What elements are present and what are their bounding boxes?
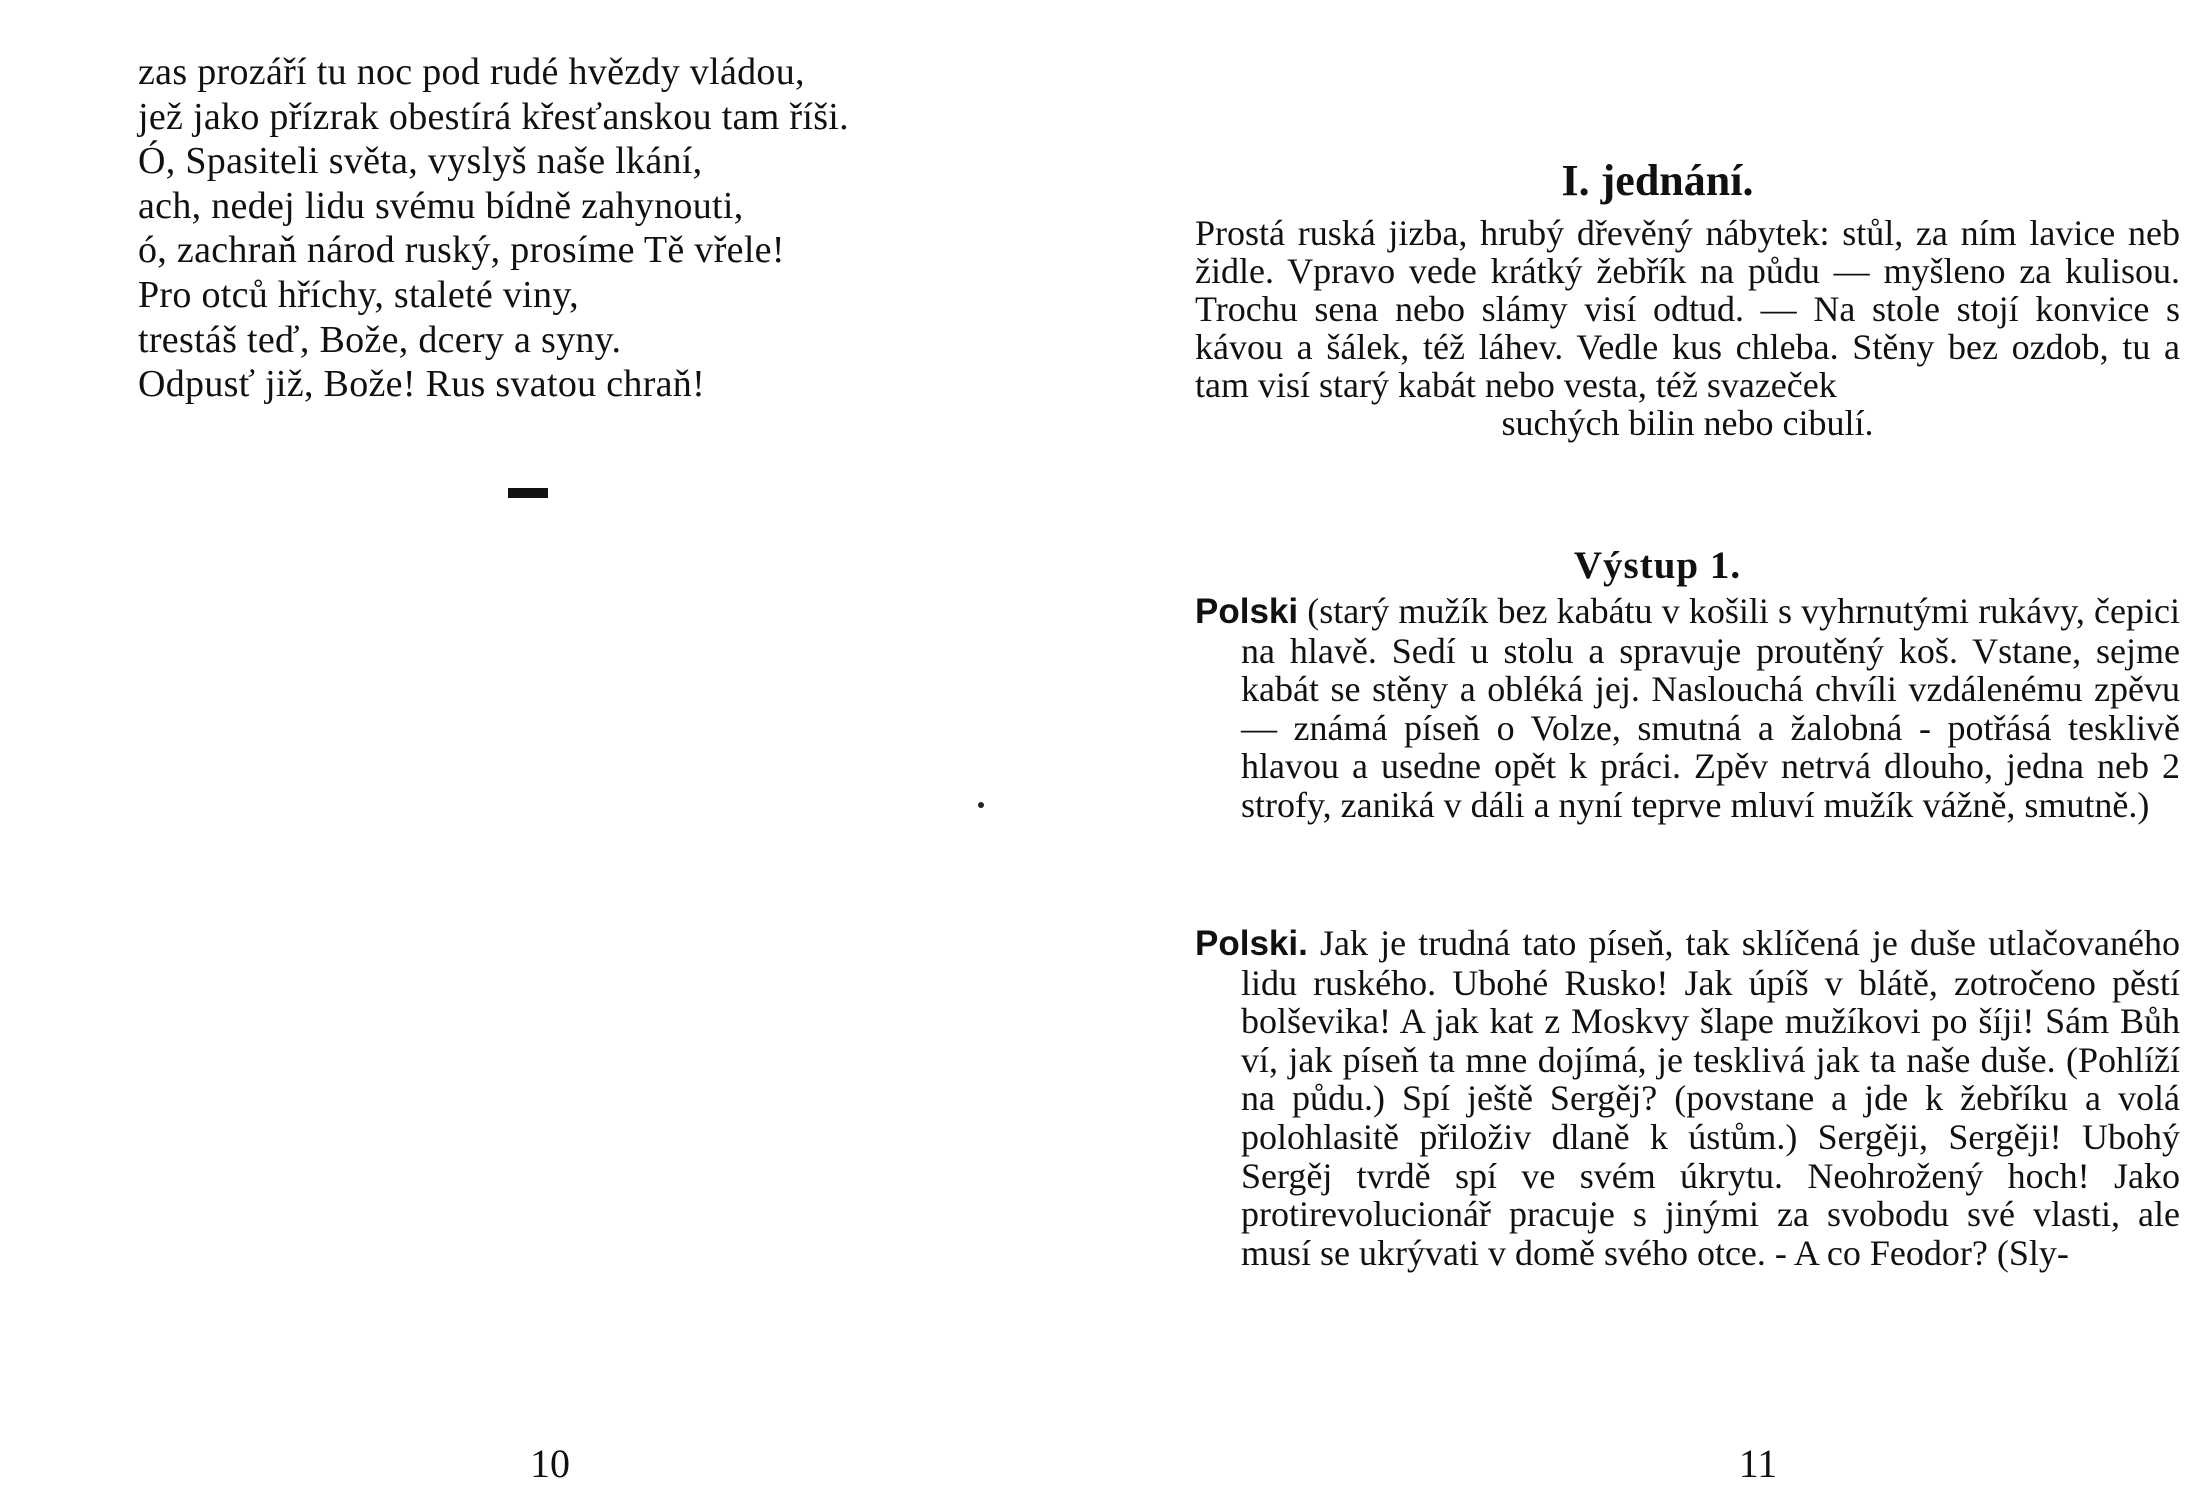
- poem-line: ó, zachraň národ ruský, prosíme Tě vřele!: [138, 229, 785, 272]
- speaker-name: Polski.: [1195, 924, 1308, 963]
- dialogue-entry: [1195, 592, 2180, 825]
- poem-line: Pro otců hříchy, staleté viny,: [138, 273, 579, 316]
- print-speck: [978, 802, 984, 808]
- poem-line: zas prozáří tu noc pod rudé hvězdy vládou,: [138, 51, 805, 93]
- poem-line: jež jako přízrak obestírá křesťanskou tam říši.: [138, 95, 849, 138]
- scene-title: Výstup 1.: [1573, 544, 1742, 587]
- entry-text: Jak je trudná tato píseň, tak sklíčená je duše utlačovaného lidu ruského. Ubohé Rusko! Jak úpíš v blátě, zotročeno pěstí bolševika! A jak kat z Moskvy šlape mužíkovi po šíji! Sám Bůh ví, jak píseň ta mne dojímá, je tesklivá jak ta naše duše. (Pohlíží na půdu.) Spí ještě Sergěj? (povstane a jde k žebříku a volá polohlasitě přiloživ dlaně k ústům.) Sergěji, Sergěji! Ubohý Sergěj tvrdě spí ve svém úkrytu. Neohrožený hoch! Jako protirevolucionář pracuje s jinými za svobodu své vlasti, ale musí se ukrývati v domě svého otce. - A co Feodor? (Sly-: [1241, 923, 2180, 1273]
- stage-direction-last-line: suchých bilin nebo cibulí.: [1501, 403, 1874, 443]
- page-number-right: 11: [1738, 1441, 1778, 1486]
- poem-line: Odpusť již, Bože! Rus svatou chraň!: [138, 363, 706, 406]
- speaker-name: Polski: [1195, 592, 1299, 631]
- page-number-left: 10: [530, 1441, 570, 1486]
- stage-direction: [1195, 214, 2180, 442]
- poem-line: Ó, Spasiteli světa, vyslyš naše lkání,: [138, 140, 703, 183]
- entry-text: (starý mužík bez kabátu v košili s vyhrnutými rukávy, čepici na hlavě. Sedí u stolu a spravuje proutěný koš. Vstane, sejme kabát se stěny a obléká jej. Naslouchá chvíli vzdálenému zpěvu — známá píseň o Volze, smutná a žalobná - potřásá tesklivě hlavou a usedne opět k práci. Zpěv netrvá dlouho, jedna neb 2 strofy, zaniká v dáli a nyní teprve mluví mužík vážně, smutně.): [1241, 591, 2180, 825]
- dialogue-entry: [1195, 924, 2180, 1272]
- right-page: [1105, 0, 2210, 1500]
- act-title: I. jednání.: [1561, 156, 1754, 205]
- poem-line: trestáš teď, Bože, dcery a syny.: [138, 318, 622, 361]
- end-dash: [508, 488, 548, 498]
- stage-direction-text: Prostá ruská jizba, hrubý dřevěný nábytek: stůl, za ním lavice neb židle. Vpravo vede krátký žebřík na půdu — myšleno za kulisou. Trochu sena nebo slámy visí odtud. — Na stole stojí konvice s kávou a šálek, též láhev. Vedle kus chleba. Stěny bez ozdob, tu a tam visí starý kabát nebo vesta, též svazeček: [1195, 213, 2180, 405]
- poem-line: ach, nedej lidu svému bídně zahynouti,: [138, 184, 744, 227]
- poem: [138, 50, 1018, 407]
